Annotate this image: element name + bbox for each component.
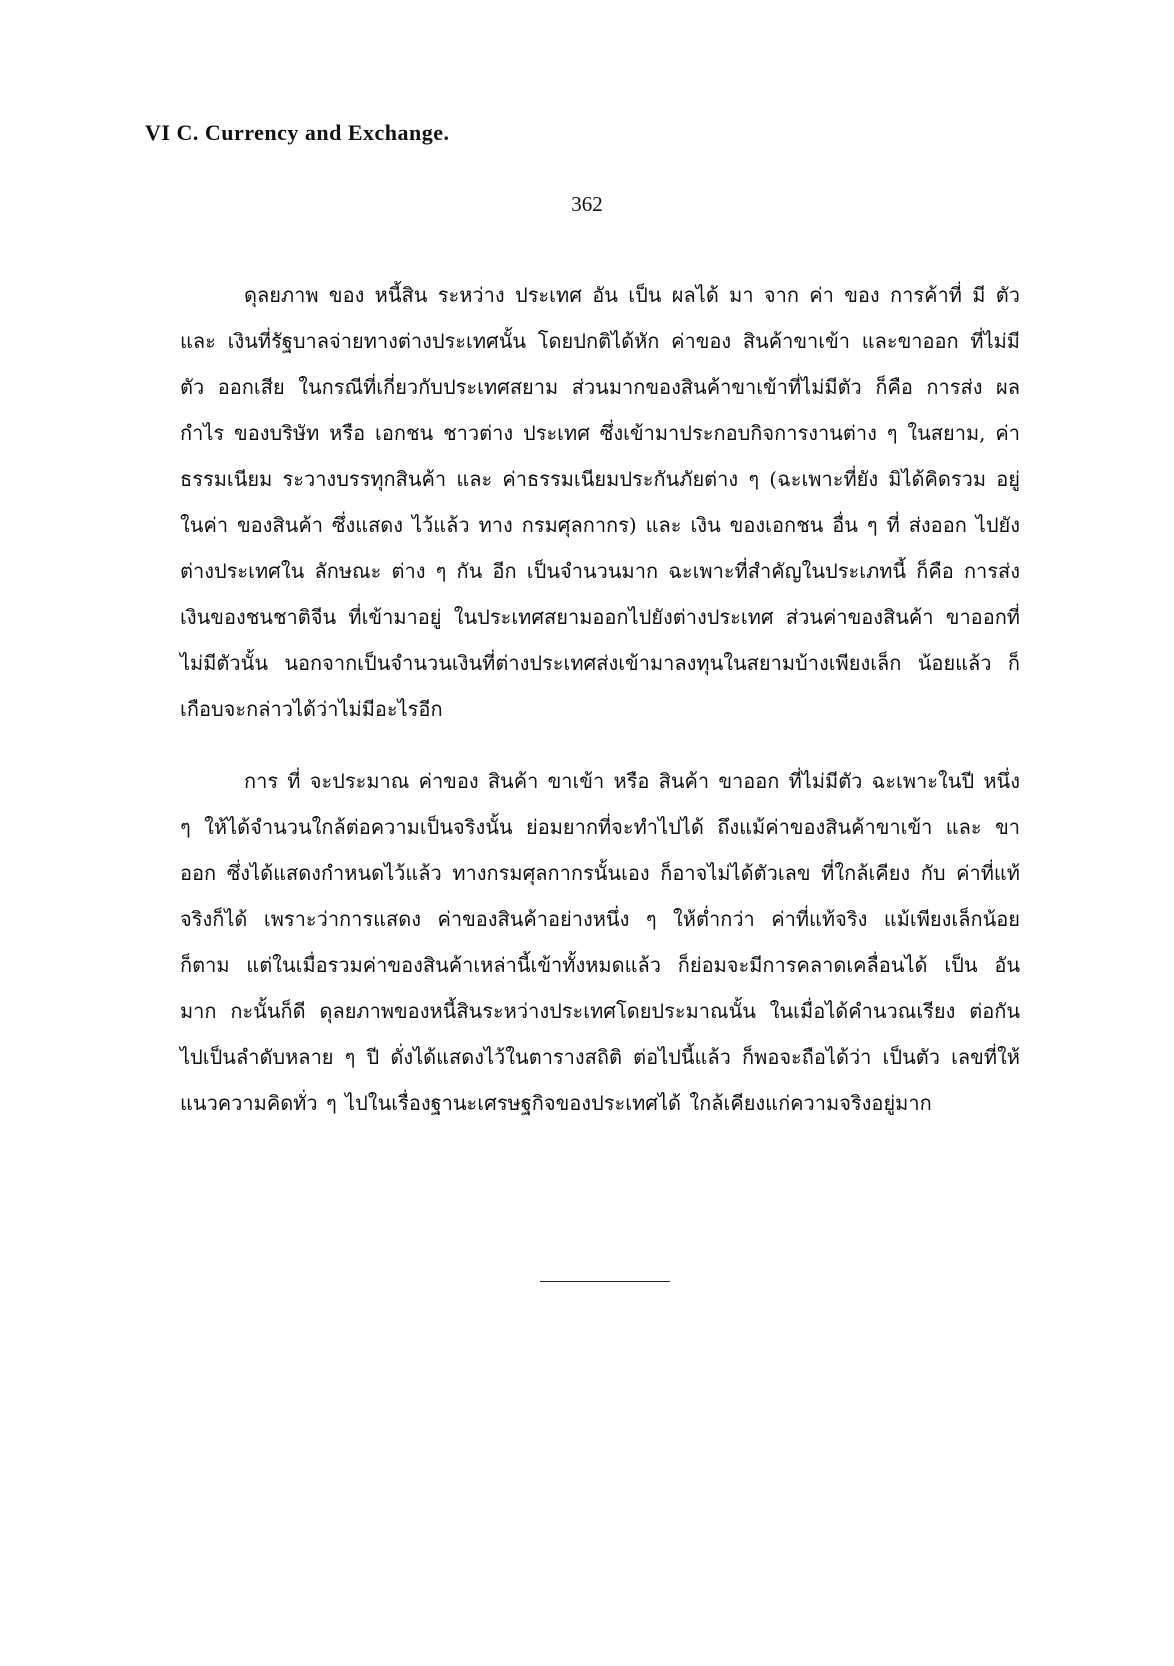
body-text <box>180 272 1020 1126</box>
section-divider <box>540 1281 670 1282</box>
paragraph-1: ดุลยภาพ ของ หนี้สิน ระหว่าง ประเทศ อัน เป็น ผลได้ มา จาก ค่า ของ การค้าที่ มี ตัว และ เงินที่รัฐบาลจ่ายทางต่างประเทศนั้น โดยปกติได้หัก ค่าของ สินค้าขาเข้า และขาออก ที่ไม่มีตัว ออกเสีย ในกรณีที่เกี่ยวกับประเทศสยาม ส่วนมากของสินค้าขาเข้าที่ไม่มีตัว ก็คือ การส่ง ผลกำไร ของบริษัท หรือ เอกชน ชาวต่าง ประเทศ ซึ่งเข้ามาประกอบกิจการงานต่าง ๆ ในสยาม, ค่าธรรมเนียม ระวางบรรทุกสินค้า และ ค่าธรรมเนียมประกันภัยต่าง ๆ (ฉะเพาะที่ยัง มิได้คิดรวม อยู่ ในค่า ของสินค้า ซึ่งแสดง ไว้แล้ว ทาง กรมศุลกากร) และ เงิน ของเอกชน อื่น ๆ ที่ ส่งออก ไปยัง ต่างประเทศใน ลักษณะ ต่าง ๆ กัน อีก เป็นจำนวนมาก ฉะเพาะที่สำคัญในประเภทนี้ ก็คือ การส่งเงินของชนชาติจีน ที่เข้ามาอยู่ ในประเทศสยามออกไปยังต่างประเทศ ส่วนค่าของสินค้า ขาออกที่ไม่มีตัวนั้น นอกจากเป็นจำนวนเงินที่ต่างประเทศส่งเข้ามาลงทุนในสยามบ้างเพียงเล็ก น้อยแล้ว ก็เกือบจะกล่าวได้ว่าไม่มีอะไรอีก <box>180 283 1020 721</box>
page-number: 362 <box>571 192 603 216</box>
paragraph-2: การ ที่ จะประมาณ ค่าของ สินค้า ขาเข้า หรือ สินค้า ขาออก ที่ไม่มีตัว ฉะเพาะในปี หนึ่ง ๆ ให้ได้จำนวนใกล้ต่อความเป็นจริงนั้น ย่อมยากที่จะทำไปได้ ถึงแม้ค่าของสินค้าขาเข้า และ ขา ออก ซึ่งได้แสดงกำหนดไว้แล้ว ทางกรมศุลกากรนั้นเอง ก็อาจไม่ได้ตัวเลข ที่ใกล้เคียง กับ ค่าที่แท้ จริงก็ได้ เพราะว่าการแสดง ค่าของสินค้าอย่างหนึ่ง ๆ ให้ต่ำกว่า ค่าที่แท้จริง แม้เพียงเล็กน้อย ก็ตาม แต่ในเมื่อรวมค่าของสินค้าเหล่านี้เข้าทั้งหมดแล้ว ก็ย่อมจะมีการคลาดเคลื่อนได้ เป็น อันมาก กะนั้นก็ดี ดุลยภาพของหนี้สินระหว่างประเทศโดยประมาณนั้น ในเมื่อได้คำนวณเรียง ต่อกันไปเป็นลำดับหลาย ๆ ปี ดั่งได้แสดงไว้ในตารางสถิติ ต่อไปนี้แล้ว ก็พอจะถือได้ว่า เป็นตัว เลขที่ให้แนวความคิดทั่ว ๆ ไปในเรื่องฐานะเศรษฐกิจของประเทศได้ ใกล้เคียงแก่ความจริงอยู่มาก <box>180 769 1020 1115</box>
section-heading: VI C. Currency and Exchange. <box>145 120 450 145</box>
